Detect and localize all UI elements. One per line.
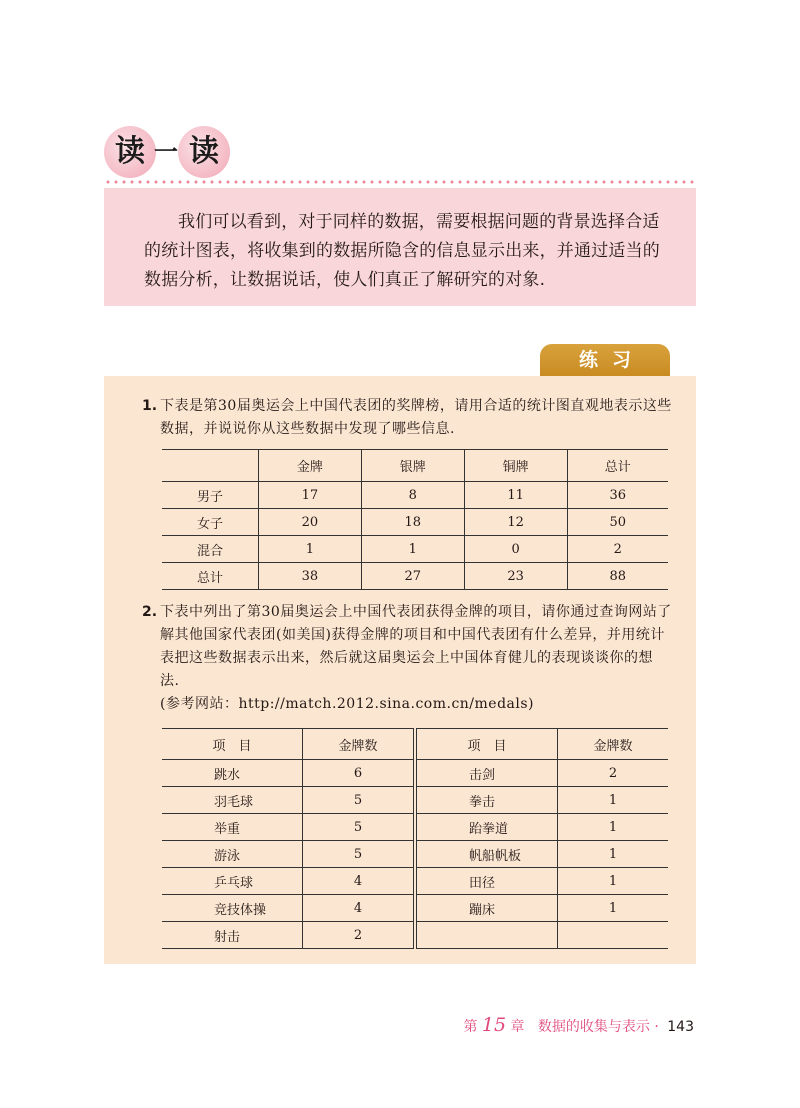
chapter-title: 数据的收集与表示 bbox=[537, 1019, 650, 1035]
table-cell: 拳击 bbox=[415, 787, 558, 814]
problem-2-number: 2. bbox=[142, 604, 158, 620]
table-header-cell: 铜牌 bbox=[464, 450, 567, 482]
table-cell: 11 bbox=[464, 482, 567, 509]
table-cell: 竞技体操 bbox=[162, 895, 303, 922]
table-header-cell: 金牌数 bbox=[303, 729, 416, 760]
table-cell: 88 bbox=[567, 563, 668, 590]
table-cell: 5 bbox=[303, 814, 416, 841]
table-header-cell: 银牌 bbox=[361, 450, 464, 482]
problem-2 bbox=[142, 601, 672, 716]
table-header-cell: 项 目 bbox=[415, 729, 558, 760]
table-cell: 1 bbox=[558, 868, 669, 895]
table-cell: 举重 bbox=[162, 814, 303, 841]
table-cell: 1 bbox=[558, 787, 669, 814]
table-cell: 蹦床 bbox=[415, 895, 558, 922]
table-row bbox=[162, 787, 668, 814]
problem-1-number: 1. bbox=[142, 398, 158, 414]
table-row bbox=[162, 814, 668, 841]
table-cell: 1 bbox=[361, 536, 464, 563]
title-char-2: 一 bbox=[154, 138, 178, 166]
table-cell: 2 bbox=[558, 760, 669, 787]
footer-dot: · bbox=[654, 1019, 659, 1035]
problem-1 bbox=[142, 395, 672, 441]
table-row bbox=[162, 536, 668, 563]
table-cell: 乒乓球 bbox=[162, 868, 303, 895]
table-cell: 跳水 bbox=[162, 760, 303, 787]
table-cell: 23 bbox=[464, 563, 567, 590]
table-cell: 跆拳道 bbox=[415, 814, 558, 841]
table-cell: 2 bbox=[567, 536, 668, 563]
table-cell: 1 bbox=[259, 536, 362, 563]
section-title-read bbox=[104, 124, 234, 180]
table-header-row bbox=[162, 450, 668, 482]
table-row bbox=[162, 563, 668, 590]
title-char-3: 读 bbox=[178, 126, 230, 178]
gold-events-table bbox=[162, 728, 668, 949]
table-cell: 田径 bbox=[415, 868, 558, 895]
table-cell: 18 bbox=[361, 509, 464, 536]
table-cell: 50 bbox=[567, 509, 668, 536]
table-row bbox=[162, 509, 668, 536]
table-row bbox=[162, 868, 668, 895]
table-cell: 6 bbox=[303, 760, 416, 787]
table-cell bbox=[558, 922, 669, 949]
table-cell: 1 bbox=[558, 895, 669, 922]
table-header-cell: 金牌数 bbox=[558, 729, 669, 760]
table-header-cell: 项 目 bbox=[162, 729, 303, 760]
reference-link: (参考网站：http://match.2012.sina.com.cn/medals) bbox=[160, 696, 535, 712]
title-char-1: 读 bbox=[104, 126, 156, 178]
chapter-prefix: 第 bbox=[463, 1019, 478, 1035]
table-cell: 5 bbox=[303, 787, 416, 814]
read-paragraph: 我们可以看到，对于同样的数据，需要根据问题的背景选择合适的统计图表，将收集到的数据所隐含的信息显示出来，并通过适当的数据分析，让数据说话，使人们真正了解研究的对象. bbox=[144, 212, 660, 290]
table-cell: 4 bbox=[303, 868, 416, 895]
table-cell bbox=[415, 922, 558, 949]
table-cell: 混合 bbox=[162, 536, 259, 563]
table-cell: 8 bbox=[361, 482, 464, 509]
chapter-number: 15 bbox=[481, 1014, 507, 1036]
table-cell: 20 bbox=[259, 509, 362, 536]
table-row bbox=[162, 922, 668, 949]
problem-2-text: 下表中列出了第30届奥运会上中国代表团获得金牌的项目，请你通过查询网站了解其他国家代表团(如美国)获得金牌的项目和中国代表团有什么差异，并用统计表把这些数据表示出来，然后就这届奥运会上中国体育健儿的表现谈谈你的想法. bbox=[160, 604, 672, 689]
table-cell: 羽毛球 bbox=[162, 787, 303, 814]
table-row bbox=[162, 760, 668, 787]
table-cell: 射击 bbox=[162, 922, 303, 949]
table-cell: 38 bbox=[259, 563, 362, 590]
table-cell: 男子 bbox=[162, 482, 259, 509]
table-cell: 17 bbox=[259, 482, 362, 509]
table-cell: 5 bbox=[303, 841, 416, 868]
page-footer bbox=[463, 1014, 694, 1036]
chapter-suffix: 章 bbox=[510, 1019, 525, 1035]
table-row bbox=[162, 482, 668, 509]
dotted-divider bbox=[104, 180, 696, 184]
table-cell: 女子 bbox=[162, 509, 259, 536]
table-cell: 总计 bbox=[162, 563, 259, 590]
table-cell: 1 bbox=[558, 814, 669, 841]
page-number: 143 bbox=[667, 1019, 694, 1035]
table-header-cell: 金牌 bbox=[259, 450, 362, 482]
table-cell: 2 bbox=[303, 922, 416, 949]
read-box bbox=[104, 188, 696, 306]
table-cell: 4 bbox=[303, 895, 416, 922]
table-cell: 0 bbox=[464, 536, 567, 563]
exercise-tab: 练习 bbox=[540, 344, 670, 376]
problem-1-text: 下表是第30届奥运会上中国代表团的奖牌榜，请用合适的统计图直观地表示这些数据，并说说你从这些数据中发现了哪些信息. bbox=[160, 398, 672, 437]
medal-table bbox=[162, 449, 668, 590]
table-cell: 27 bbox=[361, 563, 464, 590]
table-cell: 12 bbox=[464, 509, 567, 536]
table-cell: 游泳 bbox=[162, 841, 303, 868]
table-cell: 击剑 bbox=[415, 760, 558, 787]
table-row bbox=[162, 895, 668, 922]
table-row bbox=[162, 841, 668, 868]
table-header-row bbox=[162, 729, 668, 760]
table-cell: 36 bbox=[567, 482, 668, 509]
table-header-cell: 总计 bbox=[567, 450, 668, 482]
table-cell: 1 bbox=[558, 841, 669, 868]
table-header-cell bbox=[162, 450, 259, 482]
table-cell: 帆船帆板 bbox=[415, 841, 558, 868]
